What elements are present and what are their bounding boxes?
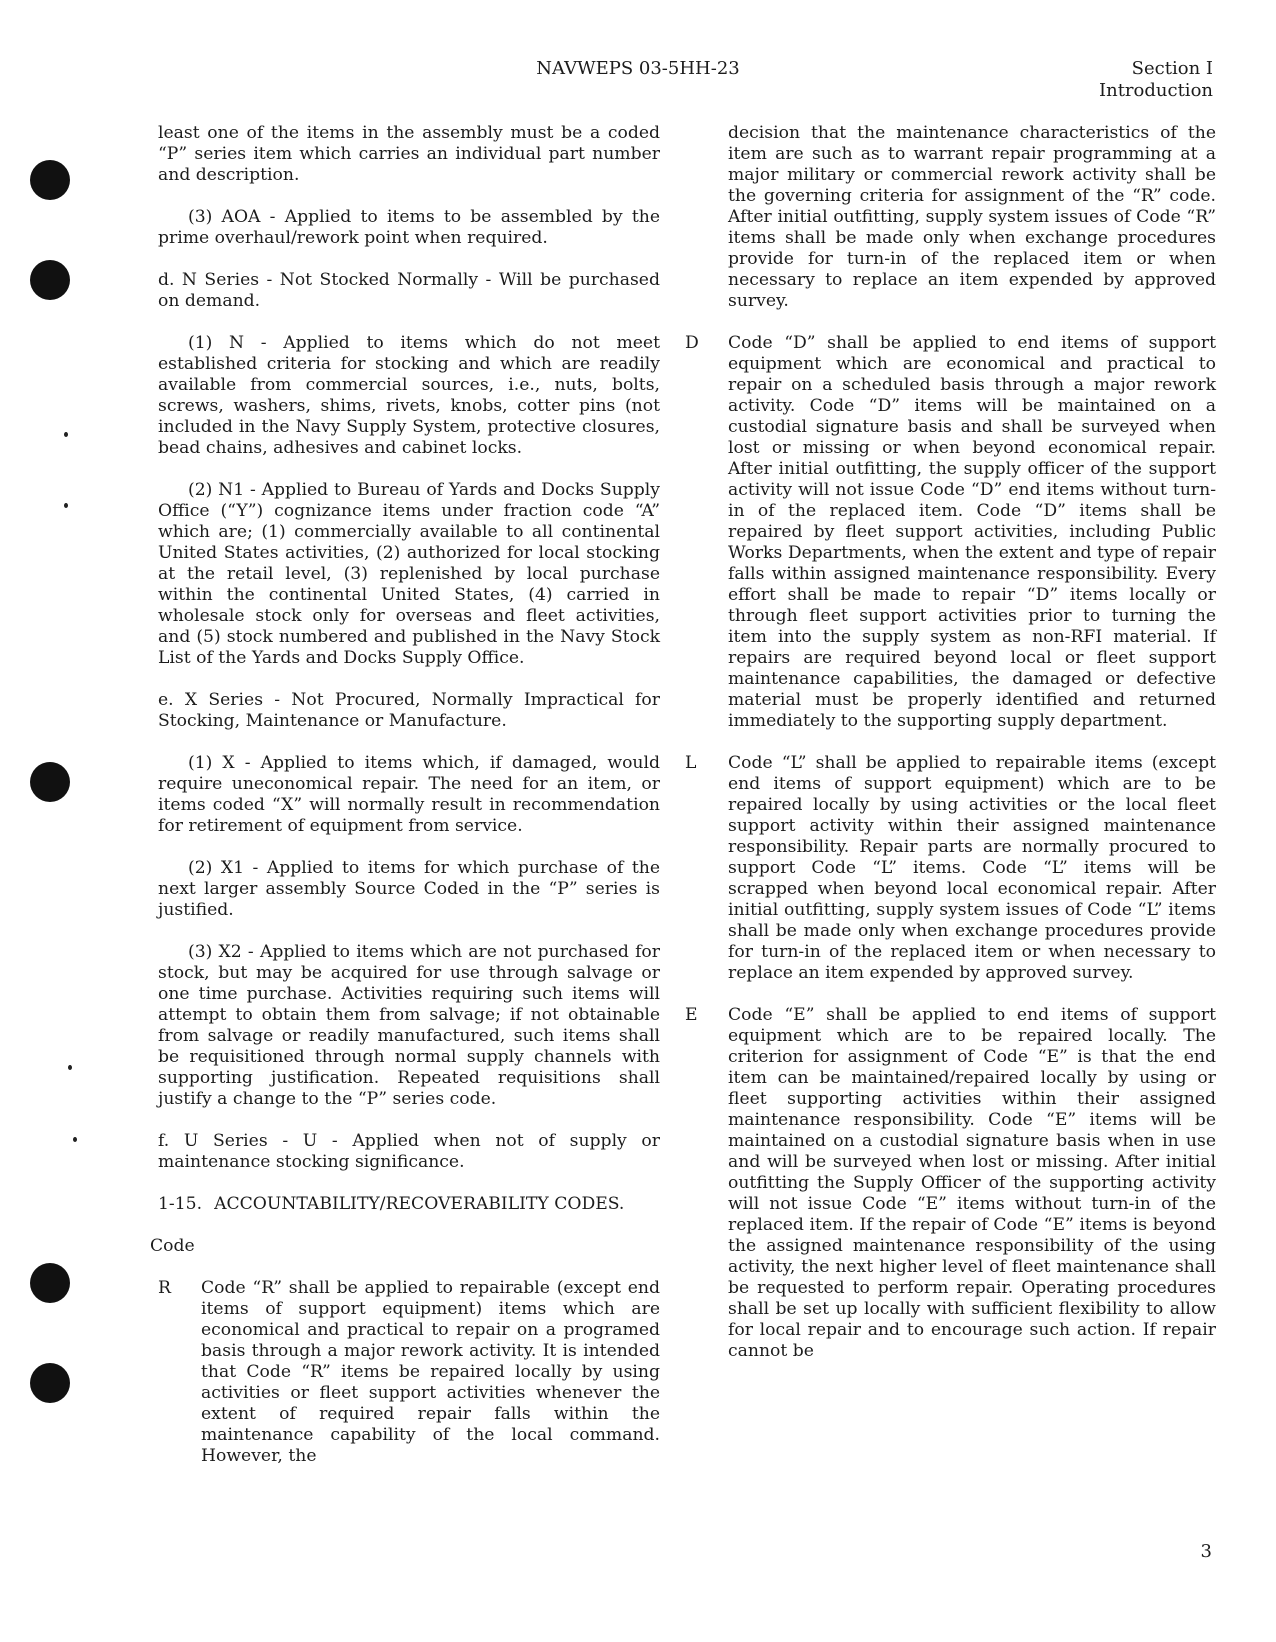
section-heading (158, 1194, 660, 1215)
paragraph: (3) X2 - Applied to items which are not purchased for stock, but may be acquired for use through salvage or one time purchase. Activities requiring such items will attempt to obtain them from salvage; if not obtainable from salvage or readily manufactured, such items shall be requisitioned through normal supply channels with supporting justification. Repeated requisitions shall justify a change to the “P” series code. (158, 942, 660, 1109)
page-number: 3 (1200, 1541, 1212, 1562)
section-title: Introduction (1099, 80, 1213, 101)
scan-mark (64, 503, 68, 508)
paragraph: (2) X1 - Applied to items for which purchase of the next larger assembly Source Coded in the “P” series is justified. (158, 858, 660, 920)
right-column (685, 123, 1216, 1362)
code-description: Code “D” shall be applied to end items of support equipment which are economical and practical to repair on a scheduled basis through a major rework activity. Code “D” items will be maintained on a custodial signature basis and shall be surveyed when lost or missing or when beyond economical repair. After initial outfitting, the supply officer of the support activity will not issue Code “D” end items without turn-in of the replaced item. Code “D” items shall be repaired by fleet support activities, including Public Works Departments, when the extent and type of repair falls within assigned maintenance responsibility. Every effort shall be made to repair “D” items locally or through fleet support activities prior to turning the item into the supply system as non-RFI material. If repairs are required beyond local or fleet support maintenance capabilities, the damaged or defective material must be properly identified and returned immediately to the supporting supply department. (728, 333, 1216, 731)
code-entry-e (685, 1005, 1216, 1362)
code-letter: D (685, 333, 699, 353)
punch-hole (30, 160, 70, 200)
paragraph: e. X Series - Not Procured, Normally Impractical for Stocking, Maintenance or Manufacture. (158, 690, 660, 731)
document-number: NAVWEPS 03-5HH-23 (536, 58, 740, 79)
punch-hole (30, 762, 70, 802)
paragraph: f. U Series - U - Applied when not of supply or maintenance stocking significance. (158, 1131, 660, 1172)
code-description: Code “R” shall be applied to repairable (except end items of support equipment) items which are economical and practical to repair on a programed basis through a major rework activity. It is intended that Code “R” items be repaired locally by using activities or fleet support activities whenever the extent of required repair falls within the maintenance capability of the local command. However, the (201, 1278, 660, 1466)
section-header (1099, 58, 1213, 102)
paragraph: (1) X - Applied to items which, if damaged, would require uneconomical repair. The need for an item, or items coded “X” will normally result in recommendation for retirement of equipment from service. (158, 753, 660, 836)
punch-hole (30, 1263, 70, 1303)
code-description: Code “E” shall be applied to end items of support equipment which are to be repaired locally. The criterion for assignment of Code “E” is that the end item can be maintained/repaired locally by using or fleet supporting activities within their assigned maintenance responsibility. Code “E” items will be maintained on a custodial signature basis when in use and will be surveyed when lost or missing. After initial outfitting the Supply Officer of the supporting activity will not issue Code “E” items without turn-in of the replaced item. If the repair of Code “E” items is beyond the assigned maintenance responsibility of the using activity, the next higher level of fleet maintenance shall be requested to perform repair. Operating procedures shall be set up locally with sufficient flexibility to allow for local repair and to encourage such action. If repair cannot be (728, 1005, 1216, 1361)
left-column (150, 123, 660, 1467)
code-heading: Code (150, 1236, 195, 1256)
paragraph: (2) N1 - Applied to Bureau of Yards and Docks Supply Office (“Y”) cognizance items under fraction code “A” which are; (1) commercially available to all continental United States activities, (2) authorized for local stocking at the retail level, (3) replenished by local purchase within the continental United States, (4) carried in wholesale stock only for overseas and fleet activities, and (5) stock numbered and published in the Navy Stock List of the Yards and Docks Supply Office. (158, 480, 660, 668)
punch-hole (30, 1363, 70, 1403)
code-letter: L (685, 753, 697, 773)
scan-mark (68, 1065, 72, 1070)
paragraph: decision that the maintenance characteristics of the item are such as to warrant repair programming at a major military or commercial rework activity shall be the governing criteria for assignment of the “R” code. After initial outfitting, supply system issues of Code “R” items shall be made only when exchange procedures provide for turn-in of the replaced item or when necessary to replace an item expended by approved survey. (728, 123, 1216, 311)
section-label: Section I (1131, 58, 1213, 79)
paragraph: (3) AOA - Applied to items to be assembled by the prime overhaul/rework point when required. (158, 207, 660, 248)
paragraph: (1) N - Applied to items which do not meet established criteria for stocking and which are readily available from commercial sources, i.e., nuts, bolts, screws, washers, shims, rivets, knobs, cotter pins (not included in the Navy Supply System, protective closures, bead chains, adhesives and cabinet locks. (158, 333, 660, 458)
scan-mark (64, 432, 68, 437)
code-letter: R (158, 1278, 171, 1298)
section-number: 1-15. (158, 1194, 203, 1214)
scan-mark (73, 1137, 77, 1142)
code-entry-r (158, 1278, 660, 1467)
section-heading-title: ACCOUNTABILITY/RECOVERABILITY CODES. (214, 1194, 625, 1214)
code-description: Code “L” shall be applied to repairable items (except end items of support equipment) which are to be repaired locally by using activities or the local fleet support activity within their assigned maintenance responsibility. Repair parts are normally procured to support Code “L” items. Code “L” items will be scrapped when beyond local economical repair. After initial outfitting, supply system issues of Code “L” items shall be made only when exchange procedures provide for turn-in of the replaced item or when necessary to replace an item expended by approved survey. (728, 753, 1216, 983)
code-letter: E (685, 1005, 698, 1025)
code-entry-l (685, 753, 1216, 984)
paragraph: d. N Series - Not Stocked Normally - Will be purchased on demand. (158, 270, 660, 311)
code-entry-d (685, 333, 1216, 732)
punch-hole (30, 260, 70, 300)
paragraph: least one of the items in the assembly must be a coded “P” series item which carries an individual part number and description. (158, 123, 660, 185)
